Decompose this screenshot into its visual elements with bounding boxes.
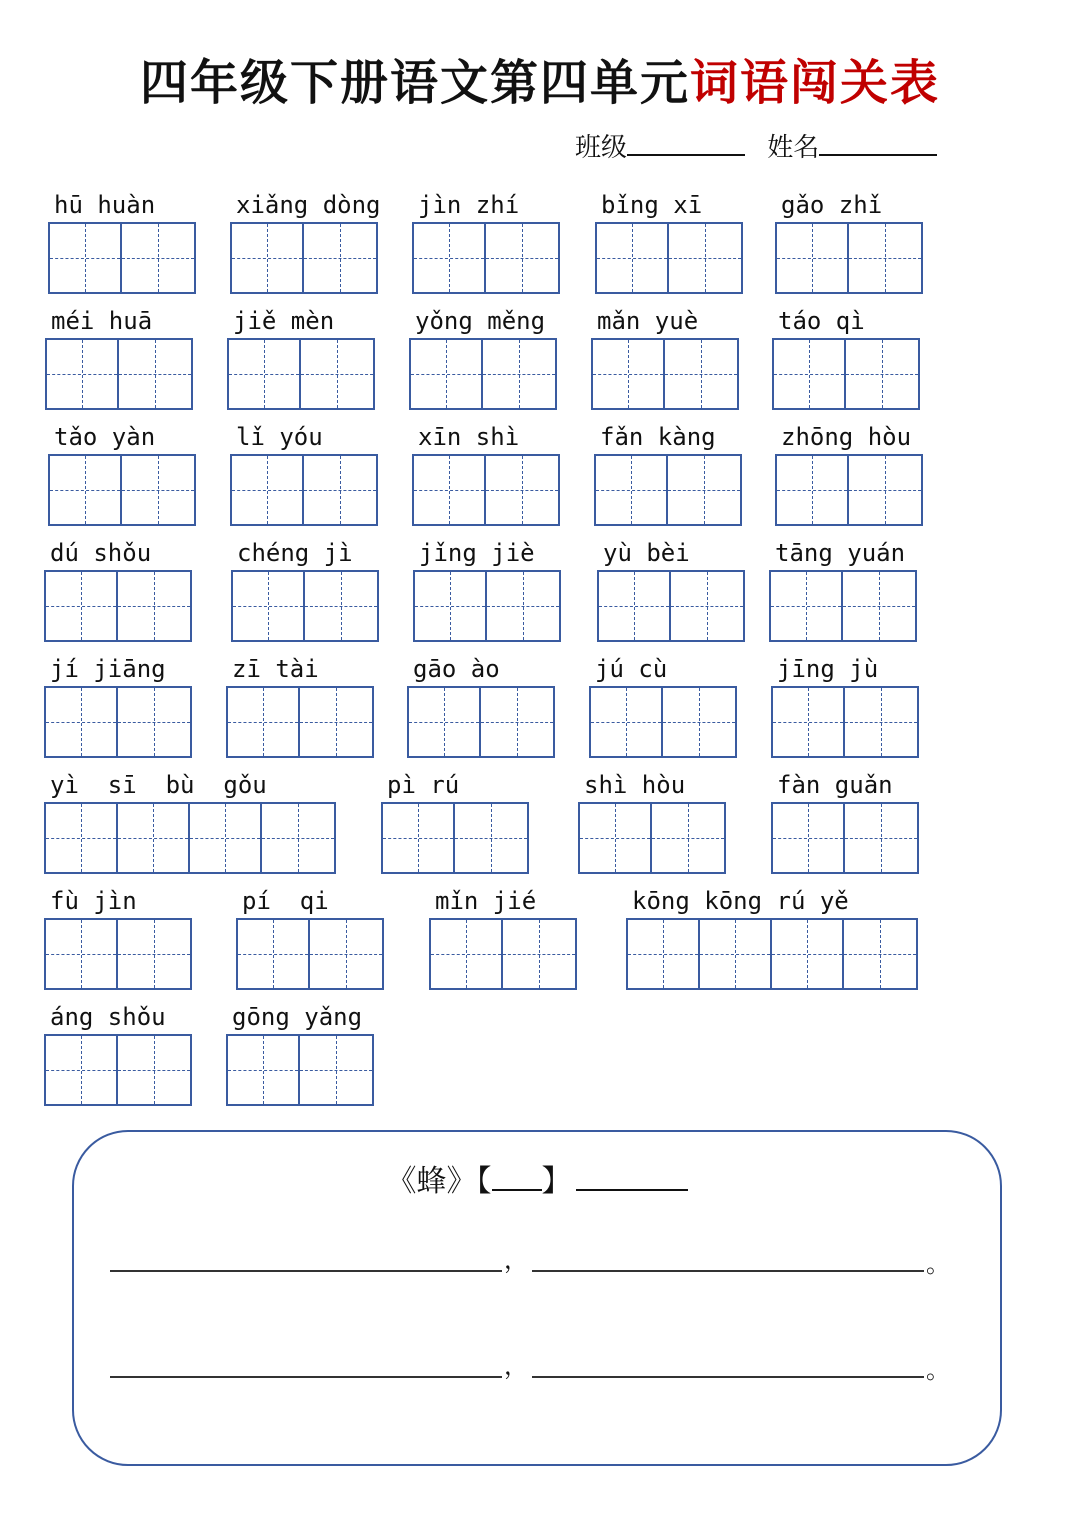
- writing-cell[interactable]: [591, 688, 663, 756]
- writing-boxes: [44, 686, 192, 758]
- writing-cell[interactable]: [700, 920, 772, 988]
- writing-boxes: [589, 686, 737, 758]
- writing-cell[interactable]: [845, 804, 917, 872]
- writing-boxes: [626, 918, 918, 990]
- word-item: [589, 654, 737, 760]
- writing-boxes: [413, 570, 561, 642]
- word-pinyin: zhōng hòu: [781, 423, 912, 451]
- word-item: [44, 538, 192, 644]
- writing-cell[interactable]: [50, 224, 122, 292]
- word-pinyin: jìn zhí: [418, 191, 520, 219]
- writing-boxes: [772, 338, 920, 410]
- poem-title: [74, 1160, 1000, 1204]
- word-pinyin: gǎo zhǐ: [781, 191, 883, 219]
- writing-cell[interactable]: [849, 456, 921, 524]
- writing-cell[interactable]: [481, 688, 553, 756]
- word-pinyin: xīn shì: [418, 423, 520, 451]
- writing-cell[interactable]: [118, 1036, 190, 1104]
- writing-cell[interactable]: [300, 688, 372, 756]
- writing-boxes: [45, 338, 193, 410]
- writing-boxes: [226, 1034, 374, 1106]
- writing-cell[interactable]: [229, 340, 301, 408]
- writing-cell[interactable]: [304, 224, 376, 292]
- writing-cell[interactable]: [305, 572, 377, 640]
- writing-cell[interactable]: [50, 456, 122, 524]
- word-pinyin: hū huàn: [54, 191, 156, 219]
- name-blank[interactable]: [819, 128, 937, 156]
- writing-boxes: [226, 686, 374, 758]
- writing-boxes: [769, 570, 917, 642]
- writing-cell[interactable]: [118, 572, 190, 640]
- writing-cell[interactable]: [46, 1036, 118, 1104]
- writing-boxes: [48, 454, 196, 526]
- word-item: [48, 422, 196, 528]
- writing-boxes: [775, 222, 923, 294]
- writing-cell[interactable]: [596, 456, 668, 524]
- poem-period: 。: [926, 1250, 950, 1278]
- writing-cell[interactable]: [597, 224, 669, 292]
- writing-cell[interactable]: [845, 688, 917, 756]
- writing-cell[interactable]: [47, 340, 119, 408]
- word-item: [230, 422, 378, 528]
- writing-boxes: [44, 1034, 192, 1106]
- writing-cell[interactable]: [486, 224, 558, 292]
- word-item: [597, 538, 745, 644]
- word-item: [772, 306, 920, 412]
- writing-cell[interactable]: [118, 804, 190, 872]
- writing-boxes: [44, 918, 192, 990]
- word-item: [44, 654, 192, 760]
- writing-boxes: [412, 222, 560, 294]
- writing-boxes: [595, 222, 743, 294]
- writing-boxes: [429, 918, 577, 990]
- word-pinyin: gōng yǎng: [232, 1003, 363, 1031]
- writing-cell[interactable]: [414, 224, 486, 292]
- writing-boxes: [230, 454, 378, 526]
- word-pinyin: méi huā: [51, 307, 153, 335]
- writing-boxes: [381, 802, 529, 874]
- writing-cell[interactable]: [773, 688, 845, 756]
- writing-cell[interactable]: [232, 456, 304, 524]
- writing-boxes: [412, 454, 560, 526]
- word-item: [407, 654, 555, 760]
- writing-cell[interactable]: [262, 804, 334, 872]
- word-item: [591, 306, 739, 412]
- word-item: [769, 538, 917, 644]
- word-item: [48, 190, 196, 296]
- writing-cell[interactable]: [773, 804, 845, 872]
- writing-cell[interactable]: [46, 804, 118, 872]
- writing-boxes: [236, 918, 384, 990]
- word-pinyin: jí jiāng: [50, 655, 166, 683]
- writing-cell[interactable]: [190, 804, 262, 872]
- word-pinyin: yǒng měng: [415, 307, 546, 335]
- writing-cell[interactable]: [628, 920, 700, 988]
- word-pinyin: pì rú: [387, 771, 460, 799]
- word-pinyin: tāng yuán: [775, 539, 906, 567]
- writing-boxes: [597, 570, 745, 642]
- word-item: [775, 422, 923, 528]
- writing-cell[interactable]: [774, 340, 846, 408]
- writing-cell[interactable]: [232, 224, 304, 292]
- word-item: [44, 1002, 192, 1108]
- writing-cell[interactable]: [122, 456, 194, 524]
- word-pinyin: áng shǒu: [50, 1003, 166, 1031]
- word-item: [413, 538, 561, 644]
- word-pinyin: mǎn yuè: [597, 307, 699, 335]
- page-title: [0, 48, 1080, 118]
- writing-boxes: [44, 802, 336, 874]
- writing-cell[interactable]: [46, 688, 118, 756]
- writing-boxes: [227, 338, 375, 410]
- word-pinyin: xiǎng dòng: [236, 191, 381, 219]
- writing-boxes: [771, 686, 919, 758]
- writing-boxes: [771, 802, 919, 874]
- poem-title-close: 】: [541, 1164, 572, 1199]
- writing-boxes: [591, 338, 739, 410]
- word-pinyin: fù jìn: [50, 887, 137, 915]
- word-item: [409, 306, 557, 412]
- word-item: [45, 306, 193, 412]
- writing-cell[interactable]: [46, 572, 118, 640]
- writing-cell[interactable]: [409, 688, 481, 756]
- writing-cell[interactable]: [455, 804, 527, 872]
- writing-cell[interactable]: [310, 920, 382, 988]
- writing-cell[interactable]: [301, 340, 373, 408]
- word-pinyin: dú shǒu: [50, 539, 152, 567]
- class-label: 班级: [575, 133, 628, 163]
- writing-cell[interactable]: [431, 920, 503, 988]
- poem-line-blank[interactable]: [532, 1270, 924, 1272]
- word-pinyin: chéng jì: [237, 539, 353, 567]
- word-item: [44, 886, 192, 992]
- writing-cell[interactable]: [414, 456, 486, 524]
- writing-cell[interactable]: [665, 340, 737, 408]
- writing-cell[interactable]: [119, 340, 191, 408]
- poem-comma: ，: [504, 1352, 528, 1380]
- writing-boxes: [409, 338, 557, 410]
- word-pinyin: jú cù: [595, 655, 668, 683]
- word-item: [44, 770, 336, 876]
- writing-cell[interactable]: [671, 572, 743, 640]
- word-item: [412, 190, 560, 296]
- word-pinyin: jiě mèn: [233, 307, 335, 335]
- word-item: [775, 190, 923, 296]
- writing-cell[interactable]: [233, 572, 305, 640]
- word-pinyin: yù bèi: [603, 539, 690, 567]
- writing-cell[interactable]: [652, 804, 724, 872]
- word-pinyin: yì sī bù gǒu: [50, 771, 267, 799]
- writing-cell[interactable]: [772, 920, 844, 988]
- word-item: [412, 422, 560, 528]
- poem-author-blank[interactable]: [492, 1163, 542, 1191]
- word-item: [595, 190, 743, 296]
- poem-line-blank[interactable]: [532, 1376, 924, 1378]
- writing-boxes: [48, 222, 196, 294]
- writing-cell[interactable]: [846, 340, 918, 408]
- writing-cell[interactable]: [483, 340, 555, 408]
- writing-cell[interactable]: [503, 920, 575, 988]
- writing-cell[interactable]: [300, 1036, 372, 1104]
- word-item: [578, 770, 726, 876]
- writing-cell[interactable]: [663, 688, 735, 756]
- word-pinyin: jǐng jiè: [419, 539, 535, 567]
- word-item: [226, 1002, 374, 1108]
- writing-boxes: [230, 222, 378, 294]
- writing-cell[interactable]: [118, 920, 190, 988]
- writing-cell[interactable]: [593, 340, 665, 408]
- poem-line-blank[interactable]: [110, 1270, 502, 1272]
- word-pinyin: tǎo yàn: [54, 423, 156, 451]
- writing-boxes: [775, 454, 923, 526]
- writing-boxes: [44, 570, 192, 642]
- writing-boxes: [407, 686, 555, 758]
- word-item: [381, 770, 529, 876]
- word-pinyin: bǐng xī: [601, 191, 703, 219]
- writing-cell[interactable]: [238, 920, 310, 988]
- student-info: [575, 128, 975, 166]
- writing-cell[interactable]: [580, 804, 652, 872]
- writing-cell[interactable]: [668, 456, 740, 524]
- writing-cell[interactable]: [486, 456, 558, 524]
- poem-title-open: 《蜂》【: [386, 1164, 492, 1199]
- word-item: [236, 886, 384, 992]
- word-pinyin: fàn guǎn: [777, 771, 893, 799]
- writing-cell[interactable]: [849, 224, 921, 292]
- poem-line-blank[interactable]: [110, 1376, 502, 1378]
- word-pinyin: pí qi: [242, 887, 329, 915]
- word-pinyin: jīng jù: [777, 655, 879, 683]
- poem-period: 。: [926, 1356, 950, 1384]
- word-pinyin: zī tài: [232, 655, 319, 683]
- writing-boxes: [594, 454, 742, 526]
- title-main: 四年级下册语文第四单元: [139, 55, 690, 111]
- poem-dynasty-blank[interactable]: [576, 1163, 688, 1191]
- word-pinyin: shì hòu: [584, 771, 686, 799]
- class-blank[interactable]: [627, 128, 745, 156]
- writing-cell[interactable]: [777, 224, 849, 292]
- writing-cell[interactable]: [46, 920, 118, 988]
- writing-boxes: [231, 570, 379, 642]
- writing-cell[interactable]: [487, 572, 559, 640]
- name-label: 姓名: [767, 133, 820, 163]
- writing-cell[interactable]: [843, 572, 915, 640]
- writing-cell[interactable]: [844, 920, 916, 988]
- poem-comma: ，: [504, 1246, 528, 1274]
- title-highlight: 词语闯关表: [690, 55, 941, 111]
- word-item: [429, 886, 577, 992]
- word-item: [771, 770, 919, 876]
- writing-cell[interactable]: [599, 572, 671, 640]
- writing-cell[interactable]: [118, 688, 190, 756]
- word-pinyin: táo qì: [778, 307, 865, 335]
- word-item: [771, 654, 919, 760]
- writing-cell[interactable]: [771, 572, 843, 640]
- word-item: [594, 422, 742, 528]
- word-item: [231, 538, 379, 644]
- word-pinyin: gāo ào: [413, 655, 500, 683]
- word-pinyin: mǐn jié: [435, 887, 537, 915]
- word-item: [227, 306, 375, 412]
- word-item: [230, 190, 381, 296]
- writing-cell[interactable]: [304, 456, 376, 524]
- writing-cell[interactable]: [383, 804, 455, 872]
- word-pinyin: fǎn kàng: [600, 423, 716, 451]
- writing-cell[interactable]: [669, 224, 741, 292]
- writing-cell[interactable]: [228, 688, 300, 756]
- writing-boxes: [578, 802, 726, 874]
- writing-cell[interactable]: [122, 224, 194, 292]
- writing-cell[interactable]: [411, 340, 483, 408]
- word-item: [626, 886, 918, 992]
- word-pinyin: lǐ yóu: [236, 423, 323, 451]
- writing-cell[interactable]: [228, 1036, 300, 1104]
- word-pinyin: kōng kōng rú yě: [632, 887, 849, 915]
- word-item: [226, 654, 374, 760]
- poem-box: [72, 1130, 1002, 1466]
- writing-cell[interactable]: [777, 456, 849, 524]
- writing-cell[interactable]: [415, 572, 487, 640]
